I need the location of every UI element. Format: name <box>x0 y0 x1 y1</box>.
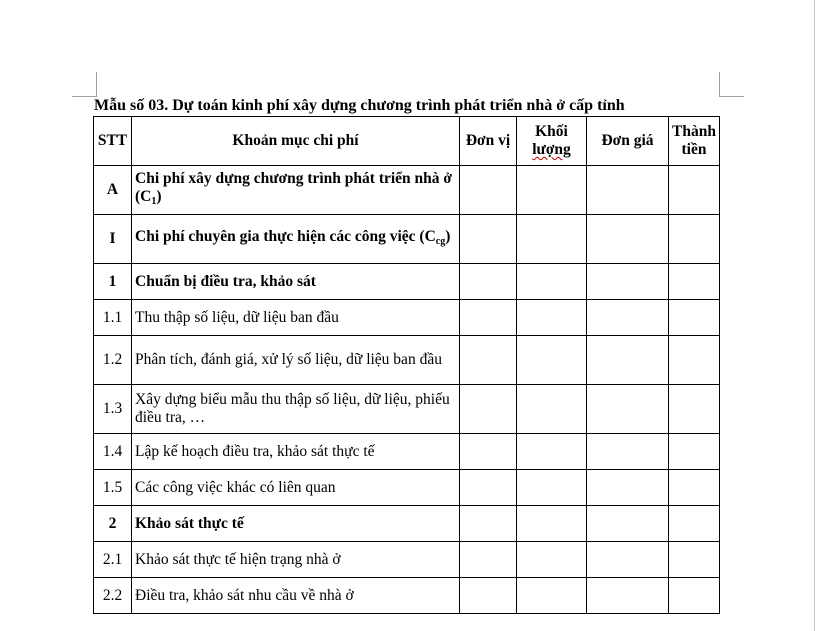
row-item-cell[interactable] <box>132 336 460 385</box>
row-item-cell[interactable] <box>132 385 460 434</box>
row-item-subscript: 1 <box>151 195 157 207</box>
row-item-text: Xây dựng biểu mẫu thu thập số liệu, dữ liệu, phiếu điều tra, … <box>135 391 450 426</box>
row-empty-cell[interactable] <box>669 336 720 385</box>
row-empty-cell[interactable] <box>460 215 517 264</box>
row-empty-cell[interactable] <box>517 506 587 542</box>
margin-corner-top-left <box>72 72 97 97</box>
row-empty-cell[interactable] <box>460 385 517 434</box>
row-item-cell[interactable] <box>132 300 460 336</box>
row-item-suffix: ) <box>445 227 451 245</box>
row-empty-cell[interactable] <box>460 506 517 542</box>
row-stt-cell[interactable]: 2.1 <box>94 542 132 578</box>
row-empty-cell[interactable] <box>460 336 517 385</box>
row-item-text: Chi phí chuyên gia thực hiện các công việc (C <box>135 227 436 245</box>
row-empty-cell[interactable] <box>460 434 517 470</box>
row-item-subscript: cg <box>435 235 446 247</box>
row-item-cell[interactable] <box>132 166 460 215</box>
row-empty-cell[interactable] <box>587 215 669 264</box>
row-empty-cell[interactable] <box>669 542 720 578</box>
row-item-cell[interactable] <box>132 578 460 614</box>
row-empty-cell[interactable] <box>669 385 720 434</box>
table-row <box>94 264 720 300</box>
row-item-text: Các công việc khác có liên quan <box>135 478 336 496</box>
row-item-suffix: ) <box>156 187 162 205</box>
header-total-line2: tiền <box>681 141 707 158</box>
row-empty-cell[interactable] <box>460 470 517 506</box>
row-empty-cell[interactable] <box>669 506 720 542</box>
margin-corner-top-right <box>719 72 744 97</box>
row-empty-cell[interactable] <box>460 166 517 215</box>
row-stt-cell[interactable]: 1.4 <box>94 434 132 470</box>
table-row <box>94 434 720 470</box>
header-stt[interactable]: STT <box>94 117 132 166</box>
row-item-cell[interactable] <box>132 434 460 470</box>
row-item-cell[interactable] <box>132 215 460 264</box>
row-stt-cell[interactable]: 2.2 <box>94 578 132 614</box>
row-empty-cell[interactable] <box>669 470 720 506</box>
table-header-row <box>94 117 720 166</box>
row-empty-cell[interactable] <box>587 336 669 385</box>
row-item-text: Khảo sát thực tế <box>135 514 244 532</box>
row-stt-cell[interactable]: 1.5 <box>94 470 132 506</box>
row-empty-cell[interactable] <box>517 215 587 264</box>
row-empty-cell[interactable] <box>517 336 587 385</box>
row-empty-cell[interactable] <box>517 264 587 300</box>
header-item[interactable]: Khoản mục chi phí <box>132 117 460 166</box>
header-price[interactable]: Đơn giá <box>587 117 669 166</box>
row-stt-cell[interactable]: 1.1 <box>94 300 132 336</box>
table-body <box>94 166 720 614</box>
row-stt-cell[interactable]: 1.3 <box>94 385 132 434</box>
row-empty-cell[interactable] <box>517 542 587 578</box>
row-empty-cell[interactable] <box>460 578 517 614</box>
row-empty-cell[interactable] <box>517 470 587 506</box>
row-item-text: Thu thập số liệu, dữ liệu ban đầu <box>135 308 339 326</box>
row-empty-cell[interactable] <box>587 434 669 470</box>
table-row <box>94 578 720 614</box>
table-row <box>94 336 720 385</box>
row-empty-cell[interactable] <box>587 506 669 542</box>
header-total-line1: Thành <box>672 123 716 140</box>
row-item-cell[interactable] <box>132 470 460 506</box>
row-item-text: Lập kế hoạch điều tra, khảo sát thực tế <box>135 442 375 460</box>
row-empty-cell[interactable] <box>587 166 669 215</box>
row-item-text: Điều tra, khảo sát nhu cầu về nhà ở <box>135 586 354 604</box>
row-empty-cell[interactable] <box>587 542 669 578</box>
table-row <box>94 506 720 542</box>
row-item-text: Chuẩn bị điều tra, khảo sát <box>135 272 316 290</box>
row-empty-cell[interactable] <box>587 300 669 336</box>
row-empty-cell[interactable] <box>669 215 720 264</box>
header-unit[interactable]: Đơn vị <box>460 117 517 166</box>
row-stt-cell[interactable]: 1.2 <box>94 336 132 385</box>
row-stt-cell[interactable]: 1 <box>94 264 132 300</box>
row-empty-cell[interactable] <box>517 300 587 336</box>
table-row <box>94 385 720 434</box>
row-empty-cell[interactable] <box>669 264 720 300</box>
row-item-cell[interactable] <box>132 506 460 542</box>
table-row <box>94 300 720 336</box>
row-empty-cell[interactable] <box>587 264 669 300</box>
row-item-cell[interactable] <box>132 542 460 578</box>
row-empty-cell[interactable] <box>460 300 517 336</box>
row-empty-cell[interactable] <box>460 542 517 578</box>
row-empty-cell[interactable] <box>669 578 720 614</box>
row-empty-cell[interactable] <box>517 385 587 434</box>
row-stt-cell[interactable]: 2 <box>94 506 132 542</box>
row-stt-cell[interactable]: A <box>94 166 132 215</box>
table-row <box>94 166 720 215</box>
table-row <box>94 470 720 506</box>
row-empty-cell[interactable] <box>517 434 587 470</box>
row-empty-cell[interactable] <box>587 470 669 506</box>
row-empty-cell[interactable] <box>587 578 669 614</box>
header-quantity-line2: lượng <box>532 141 571 158</box>
row-empty-cell[interactable] <box>517 578 587 614</box>
row-item-text: Phân tích, đánh giá, xử lý số liệu, dữ liệu ban đầu <box>135 351 442 368</box>
table-row <box>94 542 720 578</box>
row-item-text: Khảo sát thực tế hiện trạng nhà ở <box>135 550 341 568</box>
cost-estimate-table <box>93 116 720 614</box>
header-total[interactable] <box>669 117 720 166</box>
row-empty-cell[interactable] <box>460 264 517 300</box>
row-item-cell[interactable] <box>132 264 460 300</box>
row-empty-cell[interactable] <box>517 166 587 215</box>
document-title[interactable]: Mẫu số 03. Dự toán kinh phí xây dựng chương trình phát triển nhà ở cấp tỉnh <box>94 97 625 114</box>
row-empty-cell[interactable] <box>669 300 720 336</box>
row-empty-cell[interactable] <box>587 385 669 434</box>
table-row <box>94 215 720 264</box>
header-quantity-line1: Khối <box>535 123 568 140</box>
row-empty-cell[interactable] <box>669 166 720 215</box>
row-stt-cell[interactable]: I <box>94 215 132 264</box>
row-item-text: Chi phí xây dựng chương trình phát triển nhà ở (C <box>135 169 453 205</box>
header-quantity[interactable] <box>517 117 587 166</box>
row-empty-cell[interactable] <box>669 434 720 470</box>
